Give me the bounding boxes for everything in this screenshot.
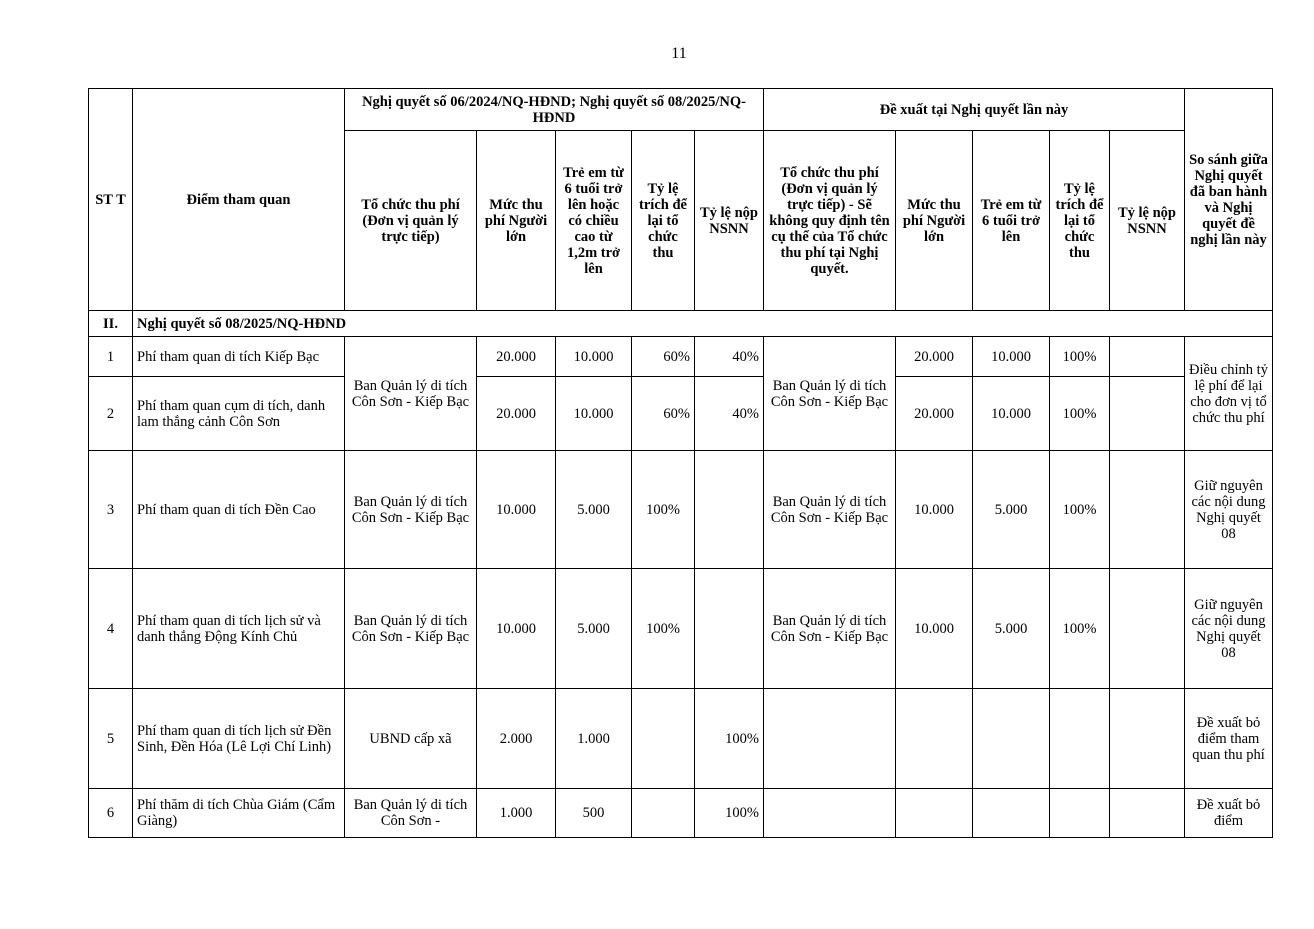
row-new-child: 5.000 (973, 569, 1050, 689)
row-old-adult: 1.000 (477, 789, 556, 838)
row-location: Phí tham quan di tích Kiếp Bạc (133, 337, 345, 377)
row-new-adult: 10.000 (896, 569, 973, 689)
row-new-child: 10.000 (973, 337, 1050, 377)
row-new-budget (1110, 789, 1185, 838)
row-new-org (764, 789, 896, 838)
row-new-budget (1110, 569, 1185, 689)
row-old-child: 1.000 (556, 689, 632, 789)
row-old-budget (695, 451, 764, 569)
row-old-retain: 100% (632, 569, 695, 689)
header-old-adult-fee: Mức thu phí Người lớn (477, 131, 556, 311)
table-row (89, 689, 1273, 789)
row-new-adult: 20.000 (896, 377, 973, 451)
section-number: II. (89, 311, 133, 337)
row-old-retain: 100% (632, 451, 695, 569)
section-row (89, 311, 1273, 337)
row-new-child: 10.000 (973, 377, 1050, 451)
header-new-adult-fee: Mức thu phí Người lớn (896, 131, 973, 311)
table-row (89, 451, 1273, 569)
row-new-child (973, 789, 1050, 838)
row-stt: 4 (89, 569, 133, 689)
row-new-org: Ban Quản lý di tích Côn Sơn - Kiếp Bạc (764, 569, 896, 689)
row-old-retain: 60% (632, 337, 695, 377)
header-old-org: Tổ chức thu phí (Đơn vị quản lý trực tiếp) (345, 131, 477, 311)
row-new-child (973, 689, 1050, 789)
row-stt: 6 (89, 789, 133, 838)
row-location: Phí tham quan cụm di tích, danh lam thắng cảnh Côn Sơn (133, 377, 345, 451)
header-group-new: Đề xuất tại Nghị quyết lần này (764, 89, 1185, 131)
row-old-org: Ban Quản lý di tích Côn Sơn - Kiếp Bạc (345, 337, 477, 451)
row-new-budget (1110, 377, 1185, 451)
row-new-retain: 100% (1050, 451, 1110, 569)
row-old-budget (695, 569, 764, 689)
row-new-retain: 100% (1050, 377, 1110, 451)
header-new-child-fee: Trẻ em từ 6 tuổi trở lên (973, 131, 1050, 311)
header-old-retain-ratio: Tỷ lệ trích để lại tổ chức thu (632, 131, 695, 311)
row-new-budget (1110, 689, 1185, 789)
row-old-org: Ban Quản lý di tích Côn Sơn - (345, 789, 477, 838)
row-location: Phí tham quan di tích Đền Cao (133, 451, 345, 569)
row-old-retain (632, 789, 695, 838)
row-stt: 2 (89, 377, 133, 451)
row-old-retain: 60% (632, 377, 695, 451)
row-old-child: 500 (556, 789, 632, 838)
row-new-org: Ban Quản lý di tích Côn Sơn - Kiếp Bạc (764, 451, 896, 569)
row-new-adult: 20.000 (896, 337, 973, 377)
row-new-adult: 10.000 (896, 451, 973, 569)
row-old-adult: 10.000 (477, 569, 556, 689)
row-old-org: UBND cấp xã (345, 689, 477, 789)
row-comparison: Điều chỉnh tỷ lệ phí để lại cho đơn vị tổ chức thu phí (1185, 337, 1273, 451)
row-new-adult (896, 689, 973, 789)
table-row (89, 789, 1273, 838)
section-title: Nghị quyết số 08/2025/NQ-HĐND (133, 311, 1273, 337)
row-new-retain: 100% (1050, 337, 1110, 377)
row-location: Phí thăm di tích Chùa Giám (Cẩm Giàng) (133, 789, 345, 838)
row-location: Phí tham quan di tích lịch sử và danh thắng Động Kính Chủ (133, 569, 345, 689)
header-new-budget-ratio: Tỷ lệ nộp NSNN (1110, 131, 1185, 311)
row-old-budget: 40% (695, 337, 764, 377)
header-group-old: Nghị quyết số 06/2024/NQ-HĐND; Nghị quyết số 08/2025/NQ-HĐND (345, 89, 764, 131)
table-row (89, 337, 1273, 377)
row-old-retain (632, 689, 695, 789)
row-old-adult: 20.000 (477, 337, 556, 377)
row-old-child: 5.000 (556, 451, 632, 569)
row-new-retain (1050, 789, 1110, 838)
row-new-budget (1110, 337, 1185, 377)
row-new-retain (1050, 689, 1110, 789)
row-comparison: Đề xuất bỏ điểm (1185, 789, 1273, 838)
row-comparison: Giữ nguyên các nội dung Nghị quyết 08 (1185, 451, 1273, 569)
row-old-budget: 100% (695, 789, 764, 838)
row-old-org: Ban Quản lý di tích Côn Sơn - Kiếp Bạc (345, 451, 477, 569)
header-comparison: So sánh giữa Nghị quyết đã ban hành và Nghị quyết đề nghị lần này (1185, 89, 1273, 311)
row-old-adult: 20.000 (477, 377, 556, 451)
header-old-child-fee: Trẻ em từ 6 tuổi trở lên hoặc có chiều cao từ 1,2m trở lên (556, 131, 632, 311)
row-stt: 1 (89, 337, 133, 377)
header-old-budget-ratio: Tỷ lệ nộp NSNN (695, 131, 764, 311)
page-number: 11 (671, 45, 687, 62)
header-new-retain-ratio: Tỷ lệ trích để lại tổ chức thu (1050, 131, 1110, 311)
row-old-adult: 2.000 (477, 689, 556, 789)
row-old-child: 10.000 (556, 337, 632, 377)
row-old-adult: 10.000 (477, 451, 556, 569)
header-location: Điểm tham quan (133, 89, 345, 311)
fee-comparison-table (88, 88, 1273, 838)
table-row (89, 569, 1273, 689)
row-new-budget (1110, 451, 1185, 569)
row-old-budget: 100% (695, 689, 764, 789)
row-old-org: Ban Quản lý di tích Côn Sơn - Kiếp Bạc (345, 569, 477, 689)
row-new-adult (896, 789, 973, 838)
row-new-org: Ban Quản lý di tích Côn Sơn - Kiếp Bạc (764, 337, 896, 451)
row-comparison: Giữ nguyên các nội dung Nghị quyết 08 (1185, 569, 1273, 689)
row-old-budget: 40% (695, 377, 764, 451)
row-comparison: Đề xuất bỏ điểm tham quan thu phí (1185, 689, 1273, 789)
row-stt: 5 (89, 689, 133, 789)
header-new-org: Tổ chức thu phí (Đơn vị quản lý trực tiếp) - Sẽ không quy định tên cụ thể của Tổ chức thu phí tại Nghị quyết. (764, 131, 896, 311)
row-stt: 3 (89, 451, 133, 569)
row-old-child: 5.000 (556, 569, 632, 689)
row-location: Phí tham quan di tích lịch sử Đền Sinh, Đền Hóa (Lê Lợi Chí Linh) (133, 689, 345, 789)
row-new-org (764, 689, 896, 789)
row-new-retain: 100% (1050, 569, 1110, 689)
row-old-child: 10.000 (556, 377, 632, 451)
row-new-child: 5.000 (973, 451, 1050, 569)
table-row (89, 377, 1273, 451)
header-stt: ST T (89, 89, 133, 311)
